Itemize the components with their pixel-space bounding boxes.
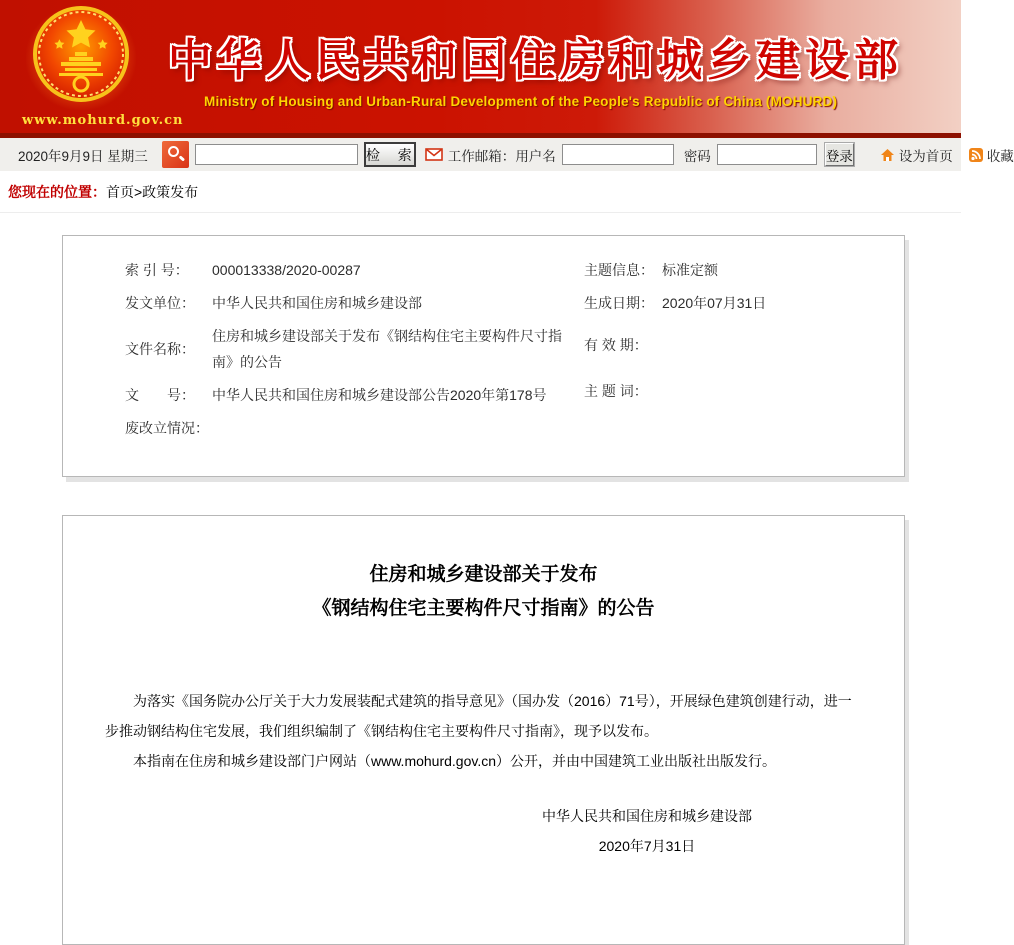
home-icon (880, 148, 895, 162)
field-value: 标准定额 (662, 262, 718, 278)
mail-icon (425, 148, 443, 161)
login-button[interactable]: 登录 (825, 143, 854, 166)
article-box (62, 515, 905, 945)
mail-label: 工作邮箱： (447, 148, 516, 164)
field-label: 生成日期： (584, 295, 654, 311)
info-row-generated-date (584, 290, 884, 316)
field-label: 文件名称： (125, 341, 195, 357)
field-label: 废改立情况： (125, 420, 209, 436)
signature-block (432, 801, 862, 861)
set-home-label: 设为首页 (898, 148, 953, 164)
password-label: 密码 (683, 148, 711, 164)
username-input[interactable] (562, 144, 674, 165)
toolbar-links (880, 145, 1014, 165)
national-emblem-icon (29, 4, 133, 108)
field-label: 发文单位： (125, 295, 195, 311)
search-icon[interactable] (162, 141, 189, 168)
field-label: 主 题 词： (584, 383, 648, 399)
site-url: www.mohurd.gov.cn (22, 113, 184, 128)
favorite-link[interactable] (969, 145, 1014, 165)
toolbar (0, 138, 1014, 171)
search-button[interactable]: 检 索 (364, 142, 416, 167)
set-home-link[interactable] (880, 145, 953, 165)
site-subtitle-en: Ministry of Housing and Urban-Rural Development of the People's Republic of China (MOHURD) (204, 94, 838, 109)
field-value: 000013338/2020-00287 (212, 262, 361, 278)
article-body (105, 686, 862, 776)
info-row-repeal-status (125, 415, 568, 441)
info-row-issuing-unit (125, 290, 568, 316)
info-row-index-number (125, 257, 568, 283)
search-input[interactable] (195, 144, 358, 165)
favorite-label: 收藏 (986, 148, 1014, 164)
info-left-column (63, 257, 568, 448)
field-label: 主题信息： (584, 262, 654, 278)
field-label: 有 效 期： (584, 337, 648, 353)
site-title: 中华人民共和国住房和城乡建设部 (168, 36, 903, 85)
article-title-line2: 《钢结构住宅主要构件尺寸指南》的公告 (312, 598, 655, 619)
document-info-box (62, 235, 905, 477)
article-paragraph: 本指南在住房和城乡建设部门户网站（www.mohurd.gov.cn）公开，并由中国建筑工业出版社出版发行。 (133, 753, 777, 769)
field-label: 文 号： (125, 387, 195, 403)
field-label: 索 引 号： (125, 262, 189, 278)
article-title (105, 558, 862, 626)
field-value: 2020年07月31日 (662, 295, 767, 311)
info-row-document-name (125, 323, 568, 375)
site-header (0, 0, 961, 138)
magnifier-handle (179, 155, 185, 161)
field-value: 中华人民共和国住房和城乡建设部公告2020年第178号 (212, 387, 547, 403)
username-label: 用户名 (515, 148, 556, 164)
field-value: 住房和城乡建设部关于发布《钢结构住宅主要构件尺寸指南》的公告 (212, 328, 562, 370)
info-right-column (568, 257, 904, 448)
field-value: 中华人民共和国住房和城乡建设部 (212, 295, 422, 311)
article-paragraph: 为落实《国务院办公厅关于大力发展装配式建筑的指导意见》（国办发（2016）71号），开展绿色建筑创建行动，进一步推动钢结构住宅发展，我们组织编制了《钢结构住宅主要构件尺寸指南》，现予以发布。 (105, 693, 852, 739)
signature-org: 中华人民共和国住房和城乡建设部 (542, 808, 752, 824)
date-label: 2020年9月9日 星期三 (18, 148, 148, 164)
article-title-line1: 住房和城乡建设部关于发布 (369, 564, 598, 585)
password-input[interactable] (717, 144, 817, 165)
info-row-validity (584, 332, 884, 358)
site-logo[interactable] (22, 4, 184, 134)
breadcrumb-label: 您现在的位置： (8, 184, 106, 200)
info-row-keywords (584, 378, 884, 404)
info-row-topic-info (584, 257, 884, 283)
breadcrumb (0, 171, 961, 213)
rss-icon (969, 148, 983, 162)
magnifier-glass (168, 146, 179, 157)
info-row-document-number (125, 382, 568, 408)
breadcrumb-path[interactable]: 首页>政策发布 (106, 184, 199, 200)
signature-date: 2020年7月31日 (598, 838, 696, 854)
